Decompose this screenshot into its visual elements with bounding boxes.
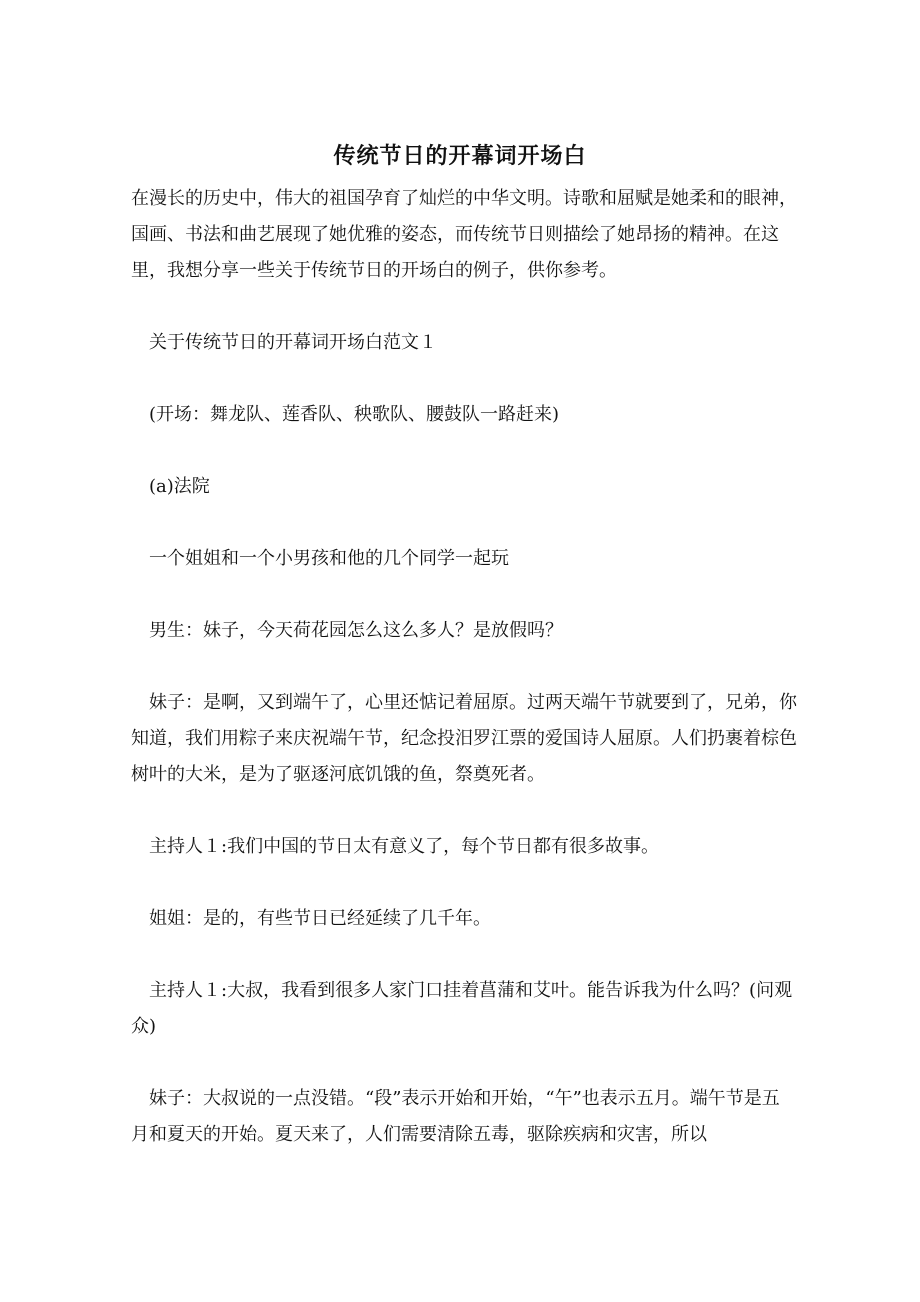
paragraph-scene-description: 一个姐姐和一个小男孩和他的几个同学一起玩 (131, 548, 509, 569)
paragraph-heading: 关于传统节日的开幕词开场白范文１ (131, 332, 437, 353)
paragraph-dialogue: 主持人１:大叔，我看到很多人家门口挂着菖蒲和艾叶。能告诉我为什么吗？(问观众) (131, 980, 793, 1037)
paragraph-dialogue: 妹子：是啊，又到端午了，心里还惦记着屈原。过两天端午节就要到了，兄弟，你知道，我们用粽子来庆祝端午节，纪念投汨罗江票的爱国诗人屈原。人们扔裹着棕色树叶的大米，是为了驱逐河底饥饿的鱼，祭奠死者。 (131, 692, 797, 785)
paragraph-dialogue: 妹子：大叔说的一点没错。“段”表示开始和开始，“午”也表示五月。端午节是五月和夏天的开始。夏天来了，人们需要清除五毒，驱除疾病和灾害，所以 (131, 1088, 780, 1145)
paragraph-dialogue: 姐姐：是的，有些节日已经延续了几千年。 (131, 908, 491, 929)
paragraph-scene-label: (a)法院 (131, 476, 210, 497)
paragraph-dialogue: 主持人１:我们中国的节日太有意义了，每个节日都有很多故事。 (131, 836, 660, 857)
intro-paragraph: 在漫长的历史中，伟大的祖国孕育了灿烂的中华文明。诗歌和屈赋是她柔和的眼神，国画、书法和曲艺展现了她优雅的姿态，而传统节日则描绘了她昂扬的精神。在这里，我想分享一些关于传统节日的开场白的例子，供你参考。 (131, 188, 797, 281)
paragraph-dialogue: 男生：妹子，今天荷花园怎么这么多人？是放假吗？ (131, 620, 563, 641)
document-title: 传统节日的开幕词开场白 (333, 143, 587, 169)
paragraph-opening-note: (开场：舞龙队、莲香队、秧歌队、腰鼓队一路赶来) (131, 404, 560, 425)
